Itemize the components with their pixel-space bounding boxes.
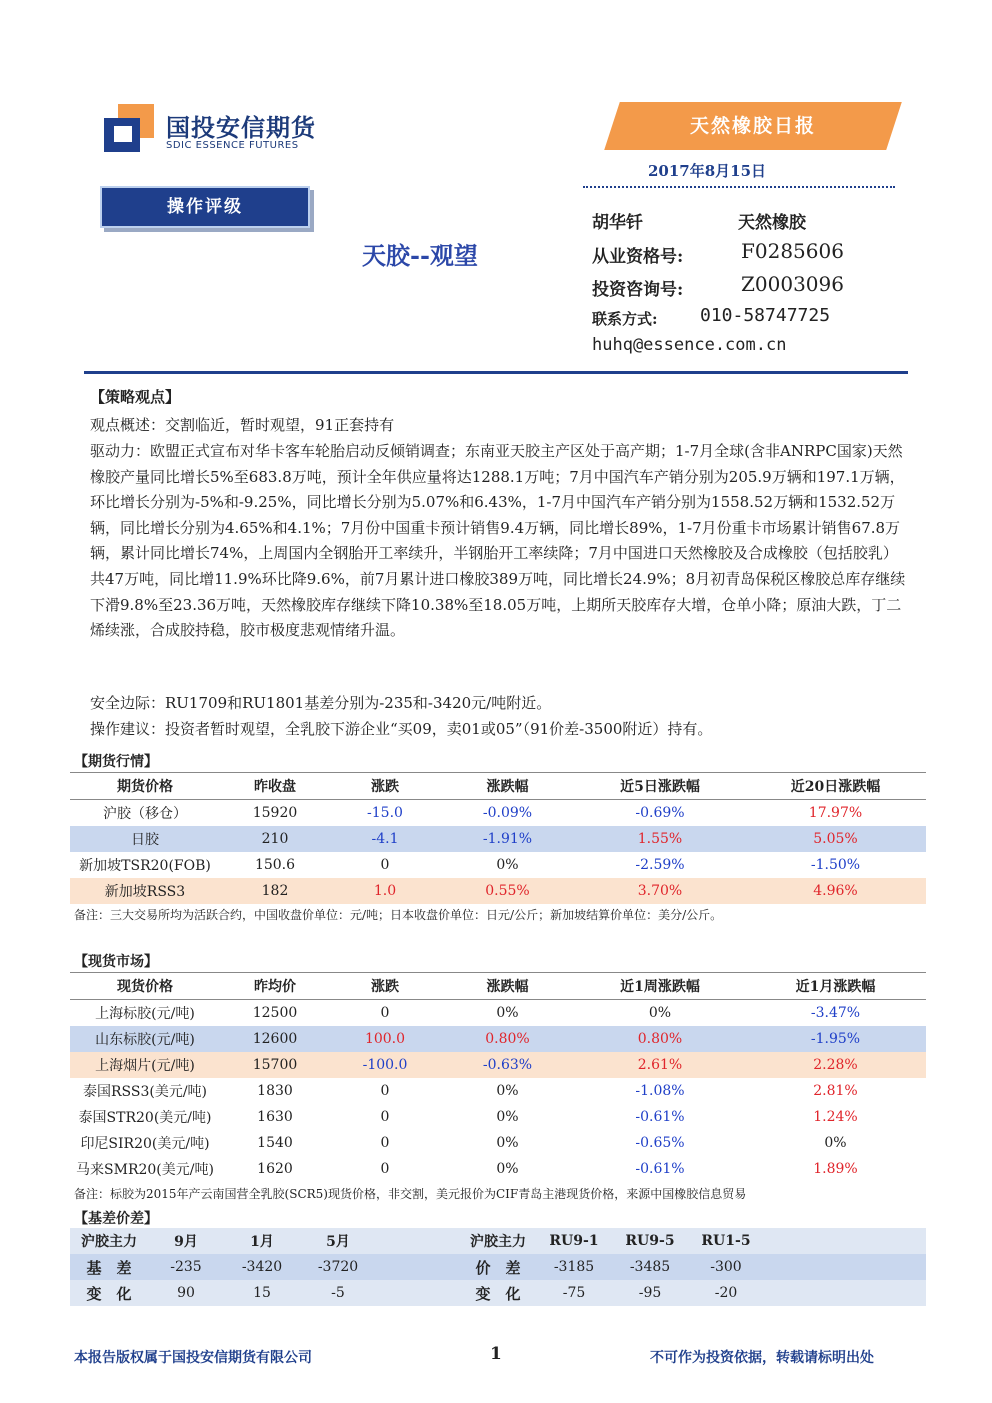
cell: 0.80% xyxy=(575,1026,745,1052)
spot-title: 【现货市场】 xyxy=(74,954,158,970)
futures-note: 备注：三大交易所均为活跃合约，中国收盘价单位：元/吨；日本收盘价单位：日元/公斤；新加坡结算价单位：美分/公斤。 xyxy=(74,908,723,922)
column-header: 涨跌 xyxy=(330,973,440,1000)
cell: -20 xyxy=(688,1280,764,1306)
cell: 0% xyxy=(824,1135,847,1151)
strategy-summary: 观点概述：交割临近，暂时观望，91正套持有 xyxy=(90,416,395,434)
analyst-name: 胡华钎 xyxy=(592,213,643,233)
cell: 基 差 xyxy=(70,1254,148,1280)
column-header: 昨收盘 xyxy=(220,773,330,800)
cell: -1.91% xyxy=(440,826,575,852)
table-row xyxy=(70,1026,926,1052)
cert-number: F0285606 xyxy=(741,239,844,263)
column-header: 期货价格 xyxy=(70,773,220,800)
consult-label: 投资咨询号: xyxy=(592,280,684,300)
cell: 山东标胶(元/吨) xyxy=(70,1026,220,1052)
basis-table xyxy=(70,1228,926,1306)
table-row xyxy=(70,1000,926,1027)
cell: -1.08% xyxy=(635,1083,685,1099)
cell: -3420 xyxy=(224,1254,300,1280)
brand-name: 国投安信期货 xyxy=(166,114,316,142)
cell: 0% xyxy=(496,1005,519,1021)
column-header: 近1月涨跌幅 xyxy=(745,973,926,1000)
cell: -3.47% xyxy=(810,1005,861,1021)
cell: 1830 xyxy=(257,1083,293,1099)
cell: 沪胶（移仓） xyxy=(103,806,187,822)
table-row xyxy=(70,800,926,827)
cell: 1630 xyxy=(257,1109,293,1125)
cell: 0% xyxy=(496,1109,519,1125)
cell: -75 xyxy=(536,1280,612,1306)
cell: 上海标胶(元/吨) xyxy=(95,1006,195,1022)
cell: 1620 xyxy=(257,1161,293,1177)
column-header: 涨跌 xyxy=(330,773,440,800)
table-row xyxy=(70,1280,926,1306)
cell: -235 xyxy=(148,1254,224,1280)
strategy-driver: 驱动力：欧盟正式宣布对华卡客车轮胎启动反倾销调查；东南亚天胶主产区处于高产期；1-7月全球(含非ANRPC国家)天然橡胶产量同比增长5%至683.8万吨，预计全年供应量将达1288.1万吨；7月中国汽车产销分别为205.9万辆和197.1万辆，环比增长分别为-5%和-9.25%，同比增长分别为5.07%和6.43%，1-7月中国汽车产销分别为1558.52万辆和1532.52万辆，同比增长分别为4.65%和4.1%；7月份中国重卡预计销售9.4万辆，同比增长89%，1-7月份重卡市场累计销售67.8万辆，累计同比增长74%，上周国内全钢胎开工率续升，半钢胎开工率续降；7月中国进口天然橡胶及合成橡胶（包括胶乳）共47万吨，同比增11.9%环比降9.6%，前7月累计进口橡胶389万吨，同比增长24.9%；8月初青岛保税区橡胶总库存继续下滑9.8%至23.36万吨，天然橡胶库存继续下降10.38%至18.05万吨，上期所天胶库存大增，仓单小降；原油大跌，丁二烯续涨，合成胶持稳，胶市极度悲观情绪升温。 xyxy=(90,442,906,640)
cell: 变 化 xyxy=(460,1280,536,1306)
column-header: 沪胶主力 xyxy=(70,1228,148,1254)
column-header: RU9-5 xyxy=(612,1228,688,1254)
footer-copyright: 本报告版权属于国投安信期货有限公司 xyxy=(74,1350,312,1366)
cell: 210 xyxy=(220,826,330,852)
table-row xyxy=(70,1104,926,1130)
cell: 0.80% xyxy=(440,1026,575,1052)
cell: 价 差 xyxy=(460,1254,536,1280)
cell: 0 xyxy=(380,857,390,873)
analyst-field: 天然橡胶 xyxy=(738,213,806,233)
cell: 1540 xyxy=(257,1135,293,1151)
cell: 5.05% xyxy=(745,826,926,852)
cell: 1.0 xyxy=(330,878,440,904)
phone-number: 010-58747725 xyxy=(700,305,831,326)
strategy-safety: 安全边际：RU1709和RU1801基差分别为-235和-3420元/吨附近。 xyxy=(90,694,552,712)
cell: -3185 xyxy=(536,1254,612,1280)
cell: -1.50% xyxy=(810,857,861,873)
cell: 0.55% xyxy=(440,878,575,904)
column-header: 沪胶主力 xyxy=(460,1228,536,1254)
table-header-row xyxy=(70,973,926,1000)
cell: 1.89% xyxy=(813,1161,858,1177)
cell: -0.69% xyxy=(635,805,685,821)
cell: -0.61% xyxy=(635,1109,685,1125)
rating-label: 操作评级 xyxy=(167,197,243,217)
cell: 15920 xyxy=(252,805,298,821)
cell: 0% xyxy=(496,1161,519,1177)
cell: -3720 xyxy=(300,1254,376,1280)
logo-icon xyxy=(104,104,154,152)
cell: 新加坡RSS3 xyxy=(70,878,220,904)
strategy-title: 【策略观点】 xyxy=(90,388,181,406)
cell: 90 xyxy=(148,1280,224,1306)
column-header: 涨跌幅 xyxy=(440,973,575,1000)
cell: -100.0 xyxy=(330,1052,440,1078)
header-divider xyxy=(84,371,908,374)
table-row xyxy=(70,1254,926,1280)
cell: -3485 xyxy=(612,1254,688,1280)
column-header: 近5日涨跌幅 xyxy=(575,773,745,800)
column-header: RU1-5 xyxy=(688,1228,764,1254)
table-row xyxy=(70,826,926,852)
column-header: 涨跌幅 xyxy=(440,773,575,800)
cell: 150.6 xyxy=(254,857,296,873)
spot-table xyxy=(70,972,926,1182)
cell: 上海烟片(元/吨) xyxy=(70,1052,220,1078)
cell: -95 xyxy=(612,1280,688,1306)
cell: 4.96% xyxy=(745,878,926,904)
cell: 新加坡TSR20(FOB) xyxy=(79,858,211,874)
email-link[interactable]: huhq@essence.com.cn xyxy=(592,335,787,355)
cell: -0.09% xyxy=(482,805,533,821)
cell: 0% xyxy=(496,1083,519,1099)
cell: 日胶 xyxy=(70,826,220,852)
spot-note: 备注：标胶为2015年产云南国营全乳胶(SCR5)现货价格，非交割，美元报价为CIF青岛主港现货价格，来源中国橡胶信息贸易 xyxy=(74,1187,747,1201)
column-header: RU9-1 xyxy=(536,1228,612,1254)
cell: 3.70% xyxy=(575,878,745,904)
cell: 12600 xyxy=(220,1026,330,1052)
table-header-row xyxy=(70,1228,926,1254)
column-header: 近1周涨跌幅 xyxy=(575,973,745,1000)
cell: 0 xyxy=(380,1083,390,1099)
cell: -15.0 xyxy=(367,805,403,821)
cell: 15700 xyxy=(220,1052,330,1078)
cell: 0% xyxy=(648,1005,672,1021)
cell: 印尼SIR20(美元/吨) xyxy=(80,1136,210,1152)
table-row xyxy=(70,1078,926,1104)
cell: -5 xyxy=(300,1280,376,1306)
cell: 100.0 xyxy=(330,1026,440,1052)
footer-disclaimer: 不可作为投资依据，转载请标明出处 xyxy=(650,1350,874,1366)
cell: 15 xyxy=(224,1280,300,1306)
cell: 2.81% xyxy=(813,1083,858,1099)
column-header: 昨均价 xyxy=(220,973,330,1000)
report-title: 天然橡胶日报 xyxy=(689,115,816,137)
futures-table xyxy=(70,772,926,904)
contact-label: 联系方式: xyxy=(592,310,658,328)
cell: 2.28% xyxy=(745,1052,926,1078)
cell: -2.59% xyxy=(635,857,685,873)
table-header-row xyxy=(70,773,926,800)
cell: -0.61% xyxy=(635,1161,685,1177)
table-row xyxy=(70,1156,926,1182)
cell: -300 xyxy=(688,1254,764,1280)
cell: 变 化 xyxy=(70,1280,148,1306)
cell: -0.65% xyxy=(635,1135,685,1151)
cert-label: 从业资格号: xyxy=(592,247,684,267)
table-row xyxy=(70,1130,926,1156)
cell: 0% xyxy=(496,1135,519,1151)
cell: 泰国RSS3(美元/吨) xyxy=(82,1084,208,1100)
cell: 2.61% xyxy=(575,1052,745,1078)
cell: 0 xyxy=(380,1109,390,1125)
brand-name-en: SDIC ESSENCE FUTURES xyxy=(166,140,299,151)
rating-verdict: 天胶--观望 xyxy=(362,241,478,270)
cell: 泰国STR20(美元/吨) xyxy=(78,1110,212,1126)
cell: -1.95% xyxy=(745,1026,926,1052)
cell: 17.97% xyxy=(808,805,863,821)
cell: 12500 xyxy=(252,1005,298,1021)
cell: 1.55% xyxy=(575,826,745,852)
page-number: 1 xyxy=(490,1344,502,1364)
cell: 马来SMR20(美元/吨) xyxy=(76,1162,214,1178)
column-header: 现货价格 xyxy=(70,973,220,1000)
column-header: 近20日涨跌幅 xyxy=(745,773,926,800)
cell: 1.24% xyxy=(813,1109,858,1125)
table-row xyxy=(70,1052,926,1078)
cell: 0 xyxy=(380,1005,390,1021)
dotted-divider xyxy=(583,186,895,188)
cell: -4.1 xyxy=(330,826,440,852)
consult-number: Z0003096 xyxy=(741,272,844,296)
futures-title: 【期货行情】 xyxy=(74,754,158,770)
cell: 0% xyxy=(496,857,519,873)
column-header: 9月 xyxy=(148,1228,224,1254)
report-date: 2017年8月15日 xyxy=(648,162,767,180)
table-row xyxy=(70,852,926,878)
cell: -0.63% xyxy=(440,1052,575,1078)
cell: 182 xyxy=(220,878,330,904)
basis-title: 【基差价差】 xyxy=(74,1211,158,1227)
column-header: 1月 xyxy=(224,1228,300,1254)
table-row xyxy=(70,878,926,904)
strategy-advice: 操作建议：投资者暂时观望，全乳胶下游企业“买09，卖01或05”（91价差-3500附近）持有。 xyxy=(90,720,713,738)
cell: 0 xyxy=(380,1161,390,1177)
cell: 0 xyxy=(380,1135,390,1151)
column-header: 5月 xyxy=(300,1228,376,1254)
